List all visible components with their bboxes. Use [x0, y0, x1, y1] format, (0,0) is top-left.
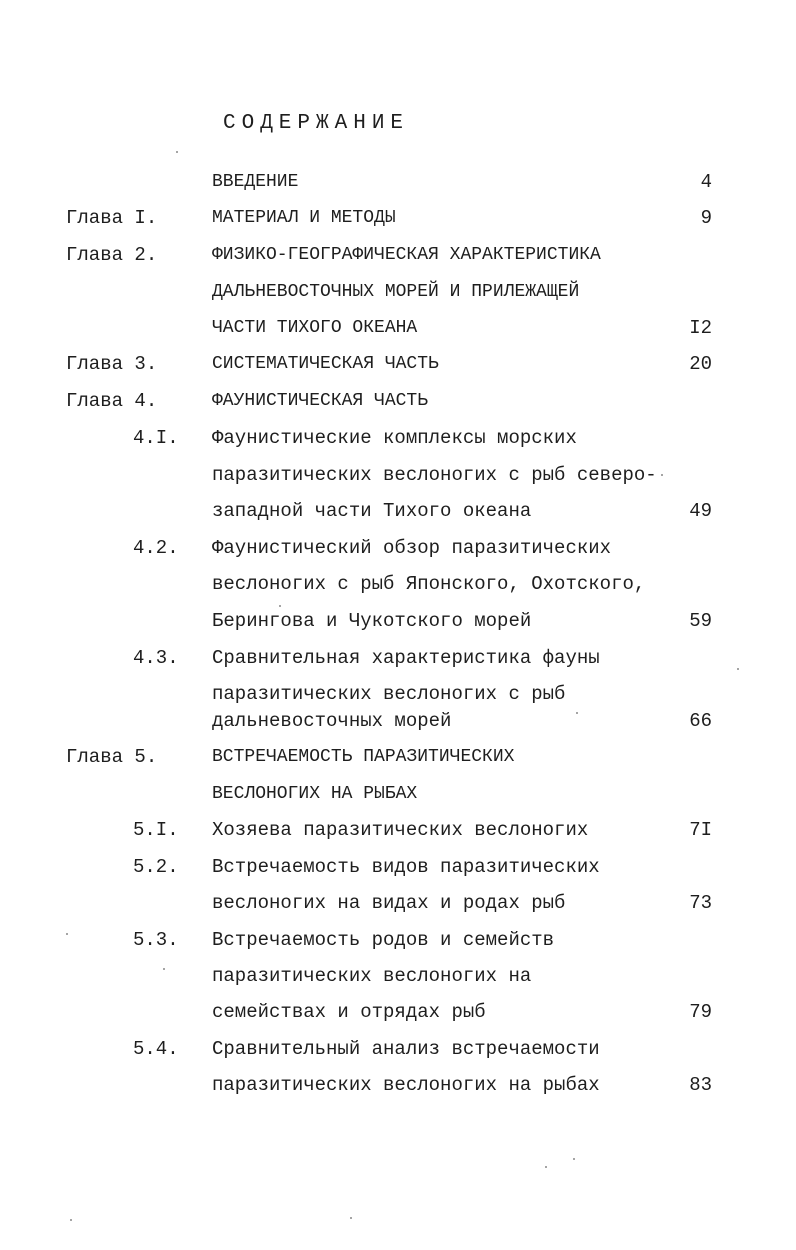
page-number: 73 [689, 892, 712, 914]
toc-entry [0, 460, 796, 490]
entry-title: Фаунистический обзор паразитических [212, 537, 612, 559]
entry-title: МАТЕРИАЛ И МЕТОДЫ [212, 208, 396, 228]
entry-title: Встречаемость видов паразитических [212, 856, 600, 878]
toc-entry [0, 742, 796, 772]
toc-entry [0, 997, 796, 1027]
toc-entry [0, 852, 796, 882]
scan-speck [70, 1219, 72, 1221]
page-number: 59 [689, 610, 712, 632]
toc-entry [0, 167, 796, 197]
scan-speck [576, 712, 578, 714]
scan-speck [661, 474, 663, 476]
entry-title: ВВЕДЕНИЕ [212, 172, 299, 192]
toc-entry [0, 961, 796, 991]
page-number: 4 [700, 171, 712, 193]
section-number: 4.3. [133, 647, 179, 669]
scan-speck [737, 668, 739, 670]
entry-title: веслоногих с рыб Японского, Охотского, [212, 573, 646, 595]
entry-title: ФИЗИКО-ГЕОГРАФИЧЕСКАЯ ХАРАКТЕРИСТИКА [212, 245, 601, 265]
entry-title: паразитических веслоногих с рыб северо- [212, 464, 657, 486]
entry-title: Берингова и Чукотского морей [212, 610, 532, 632]
toc-entry [0, 643, 796, 673]
scan-speck [66, 933, 68, 935]
chapter-label: Глава 4. [66, 390, 158, 412]
entry-title: ВСТРЕЧАЕМОСТЬ ПАРАЗИТИЧЕСКИХ [212, 747, 515, 767]
scan-speck [176, 151, 178, 153]
entry-title: ВЕСЛОНОГИХ НА РЫБАХ [212, 784, 418, 804]
toc-entry [0, 240, 796, 270]
scan-speck [545, 1166, 547, 1168]
toc-entry [0, 815, 796, 845]
toc-entry [0, 1034, 796, 1064]
toc-entry [0, 313, 796, 343]
chapter-label: Глава 5. [66, 746, 158, 768]
page-title: СОДЕРЖАНИЕ [223, 112, 410, 135]
entry-title: дальневосточных морей [212, 710, 452, 732]
entry-title: семействах и отрядах рыб [212, 1001, 486, 1023]
scan-speck [573, 1158, 575, 1160]
entry-title: западной части Тихого океана [212, 500, 532, 522]
page-number: 7I [689, 819, 712, 841]
chapter-label: Глава I. [66, 207, 158, 229]
scan-speck [279, 605, 281, 607]
toc-entry [0, 1070, 796, 1100]
entry-title: ДАЛЬНЕВОСТОЧНЫХ МОРЕЙ И ПРИЛЕЖАЩЕЙ [212, 282, 580, 302]
toc-entry [0, 569, 796, 599]
page-number: I2 [689, 317, 712, 339]
entry-title: паразитических веслоногих с рыб [212, 683, 566, 705]
page-number: 83 [689, 1074, 712, 1096]
toc-entry [0, 349, 796, 379]
chapter-label: Глава 3. [66, 353, 158, 375]
section-number: 4.I. [133, 427, 179, 449]
section-number: 5.3. [133, 929, 179, 951]
toc-entry [0, 496, 796, 526]
toc-entry [0, 277, 796, 307]
scan-speck [350, 1217, 352, 1219]
page-number: 20 [689, 353, 712, 375]
entry-title: паразитических веслоногих на [212, 965, 532, 987]
entry-title: паразитических веслоногих на рыбах [212, 1074, 600, 1096]
entry-title: Хозяева паразитических веслоногих [212, 819, 589, 841]
toc-entry [0, 386, 796, 416]
entry-title: Фаунистические комплексы морских [212, 427, 577, 449]
entry-title: веслоногих на видах и родах рыб [212, 892, 566, 914]
page-number: 9 [700, 207, 712, 229]
entry-title: Встречаемость родов и семейств [212, 929, 555, 951]
section-number: 5.2. [133, 856, 179, 878]
entry-title: Сравнительная характеристика фауны [212, 647, 600, 669]
toc-entry [0, 779, 796, 809]
toc-entry [0, 203, 796, 233]
toc-entry [0, 606, 796, 636]
toc-entry [0, 533, 796, 563]
section-number: 5.4. [133, 1038, 179, 1060]
entry-title: СИСТЕМАТИЧЕСКАЯ ЧАСТЬ [212, 354, 439, 374]
toc-entry [0, 706, 796, 736]
page-number: 79 [689, 1001, 712, 1023]
page-number: 66 [689, 710, 712, 732]
toc-entry [0, 888, 796, 918]
chapter-label: Глава 2. [66, 244, 158, 266]
entry-title: Сравнительный анализ встречаемости [212, 1038, 600, 1060]
section-number: 5.I. [133, 819, 179, 841]
section-number: 4.2. [133, 537, 179, 559]
toc-entry [0, 423, 796, 453]
toc-entry [0, 679, 796, 709]
entry-title: ЧАСТИ ТИХОГО ОКЕАНА [212, 318, 418, 338]
entry-title: ФАУНИСТИЧЕСКАЯ ЧАСТЬ [212, 391, 429, 411]
scan-speck [163, 968, 165, 970]
toc-entry [0, 925, 796, 955]
page-number: 49 [689, 500, 712, 522]
